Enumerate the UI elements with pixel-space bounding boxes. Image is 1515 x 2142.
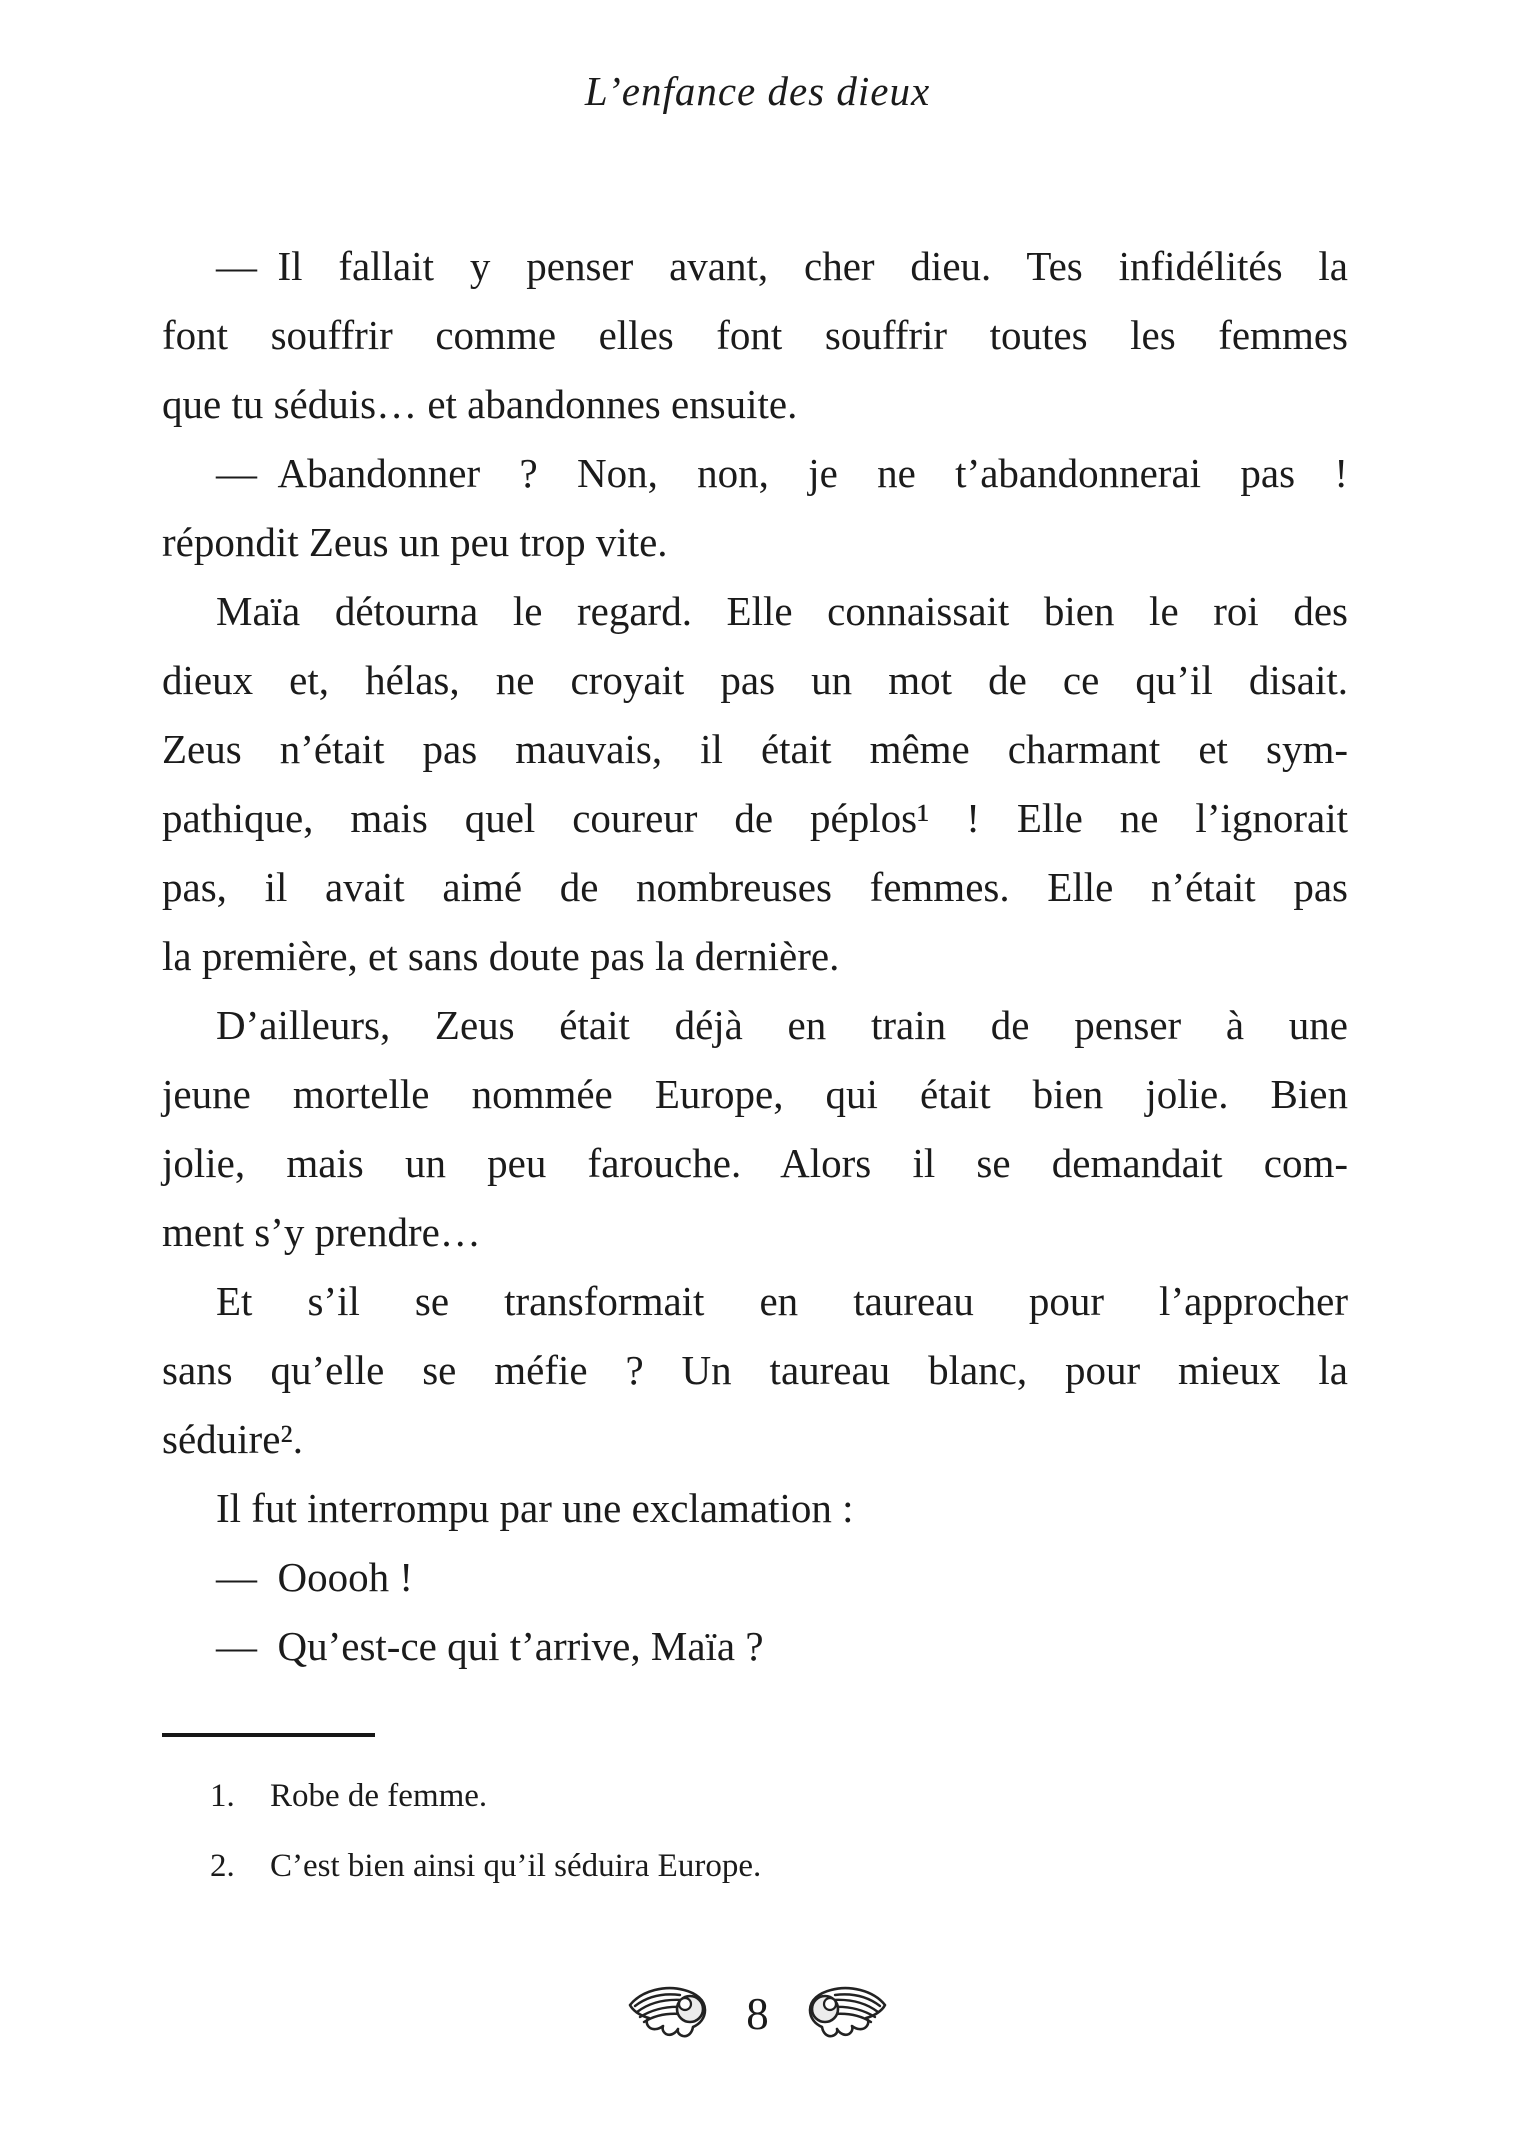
- text-line: séduire².: [162, 1416, 303, 1462]
- text-line: dieux et, hélas, ne croyait pas un mot de ce qu’il disait.: [162, 657, 1348, 703]
- text-line: pathique, mais quel coureur de péplos¹ ! Elle ne l’ignorait: [162, 795, 1348, 841]
- page-footer: [0, 1985, 1515, 2043]
- text-line: jeune mortelle nommée Europe, qui était bien jolie. Bien: [162, 1071, 1348, 1117]
- text-line: Et s’il se transformait en taureau pour l’approcher: [216, 1278, 1348, 1324]
- text-line: Maïa détourna le regard. Elle connaissait bien le roi des: [216, 588, 1348, 634]
- text-line: jolie, mais un peu farouche. Alors il se demandait com-: [162, 1140, 1348, 1186]
- running-header: L’enfance des dieux: [584, 68, 931, 114]
- page-number: 8: [746, 1989, 769, 2039]
- footnote-text: C’est bien ainsi qu’il séduira Europe.: [270, 1848, 762, 1884]
- text-line: Zeus n’était pas mauvais, il était même charmant et sym-: [162, 726, 1348, 772]
- paragraphs: [162, 232, 1348, 1681]
- text-line: ment s’y prendre…: [162, 1209, 481, 1255]
- footnote-item: [162, 1761, 1348, 1831]
- footnote-marker: 1.: [210, 1778, 235, 1814]
- paragraph: [162, 1612, 1348, 1681]
- text-line: — Ooooh !: [216, 1554, 414, 1600]
- paragraph: [162, 1474, 1348, 1543]
- text-line: que tu séduis… et abandonnes ensuite.: [162, 381, 798, 427]
- text-line: pas, il avait aimé de nombreuses femmes. Elle n’était pas: [162, 864, 1348, 910]
- text-line: Il fut interrompu par une exclamation :: [216, 1485, 854, 1531]
- footnote-marker: 2.: [210, 1848, 235, 1884]
- winged-sandal-right-icon: [805, 1985, 889, 2043]
- text-line: répondit Zeus un peu trop vite.: [162, 519, 668, 565]
- footnote-text: Robe de femme.: [270, 1778, 488, 1814]
- paragraph: [162, 991, 1348, 1267]
- paragraph: [162, 1543, 1348, 1612]
- winged-sandal-left-icon: [626, 1985, 710, 2043]
- paragraph: [162, 1267, 1348, 1474]
- text-line: font souffrir comme elles font souffrir toutes les femmes: [162, 312, 1348, 358]
- text-line: D’ailleurs, Zeus était déjà en train de penser à une: [216, 1002, 1348, 1048]
- text-line: — Qu’est-ce qui t’arrive, Maïa ?: [216, 1623, 764, 1669]
- text-line: sans qu’elle se méfie ? Un taureau blanc, pour mieux la: [162, 1347, 1348, 1393]
- footnote-item: [162, 1831, 1348, 1901]
- paragraph: [162, 232, 1348, 439]
- footnote-rule: [162, 1733, 375, 1737]
- paragraph: [162, 439, 1348, 577]
- text-line: la première, et sans doute pas la dernière.: [162, 933, 840, 979]
- paragraph: [162, 577, 1348, 991]
- text-line: — Abandonner ? Non, non, je ne t’abandonnerai pas !: [216, 450, 1348, 496]
- text-line: — Il fallait y penser avant, cher dieu. Tes infidélités la: [216, 243, 1348, 289]
- footnotes: [162, 1761, 1348, 1901]
